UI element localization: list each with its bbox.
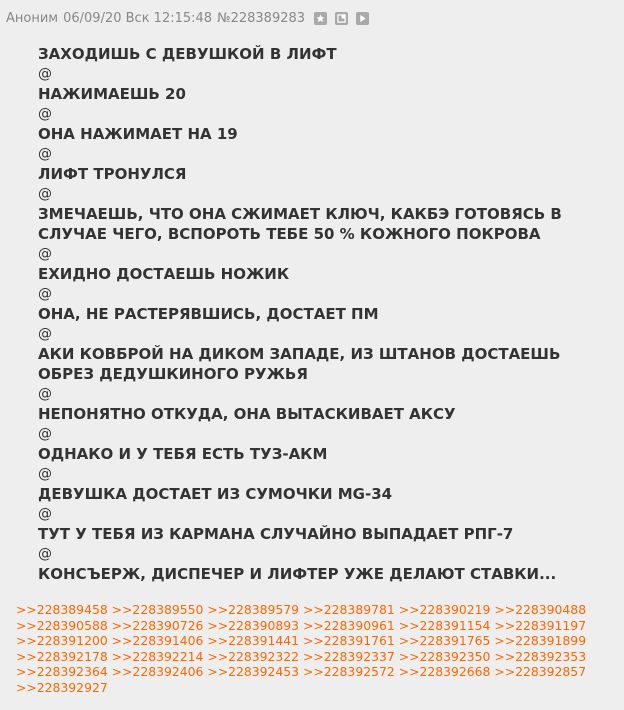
post-header (6, 8, 374, 28)
separator-at: @ (38, 386, 52, 402)
reply-link[interactable]: >>228391406 (111, 633, 204, 649)
separator-at: @ (38, 466, 52, 482)
separator-at: @ (38, 506, 52, 522)
reply-link[interactable]: >>228390219 (398, 602, 491, 617)
reply-link[interactable]: >>228391154 (398, 617, 491, 633)
reply-link[interactable]: >>228392668 (398, 664, 491, 680)
reply-link[interactable]: >>228392453 (207, 664, 300, 680)
separator-at: @ (38, 106, 52, 122)
separator-at: @ (38, 546, 52, 562)
reply-link[interactable]: >>228390488 (494, 602, 587, 617)
post-line: НАЖИМАЕШЬ 20 (38, 85, 186, 103)
reply-link[interactable]: >>228392337 (303, 648, 395, 664)
reply-link[interactable]: >>228391765 (398, 633, 491, 649)
post-message (38, 44, 618, 584)
image-icon[interactable] (335, 12, 348, 25)
reply-link[interactable]: >>228391899 (494, 633, 587, 649)
reply-link[interactable]: >>228392406 (111, 664, 204, 680)
separator-at: @ (38, 186, 52, 202)
reply-link[interactable]: >>228389781 (303, 602, 395, 617)
reply-link[interactable]: >>228392214 (111, 648, 204, 664)
reply-link[interactable]: >>228391197 (494, 617, 587, 633)
post-line: ЗМЕЧАЕШЬ, ЧТО ОНА СЖИМАЕТ КЛЮЧ, КАКБЭ ГОТОВЯСЬ В СЛУЧАЕ ЧЕГО, ВСПОРОТЬ ТЕБЕ 50 % КОЖНОГО ПОКРОВА (38, 205, 562, 243)
post-date: 06/09/20 Вск 12:15:48 (63, 10, 213, 26)
post-line: ТУТ У ТЕБЯ ИЗ КАРМАНА СЛУЧАЙНО ВЫПАДАЕТ РПГ-7 (38, 525, 514, 543)
reply-link[interactable]: >>228392178 (16, 648, 108, 664)
star-icon[interactable] (314, 12, 327, 25)
reply-link[interactable]: >>228392857 (494, 664, 587, 680)
separator-at: @ (38, 146, 52, 162)
post-line: ОНА НАЖИМАЕТ НА 19 (38, 125, 238, 143)
post-line: КОНСЪЕРЖ, ДИСПЕЧЕР И ЛИФТЕР УЖЕ ДЕЛАЮТ СТАВКИ... (38, 565, 557, 583)
separator-at: @ (38, 246, 52, 262)
reply-link[interactable]: >>228391441 (207, 633, 300, 649)
post-line: ДЕВУШКА ДОСТАЕТ ИЗ СУМОЧКИ MG-34 (38, 485, 393, 503)
reply-link[interactable]: >>228390961 (303, 617, 395, 633)
reply-link[interactable]: >>228392572 (303, 664, 395, 680)
play-icon[interactable] (356, 12, 369, 25)
post-number[interactable]: №228389283 (217, 10, 306, 26)
post-line: ОДНАКО И У ТЕБЯ ЕСТЬ ТУЗ-АКМ (38, 445, 328, 463)
reply-link[interactable]: >>228390726 (111, 617, 204, 633)
reply-link[interactable]: >>228392353 (494, 648, 587, 664)
post-line: ЗАХОДИШЬ С ДЕВУШКОЙ В ЛИФТ (38, 45, 337, 63)
reply-link[interactable]: >>228389458 (16, 602, 108, 617)
post-author: Аноним (6, 10, 59, 26)
post-line: НЕПОНЯТНО ОТКУДА, ОНА ВЫТАСКИВАЕТ АКСУ (38, 405, 456, 423)
reply-link[interactable]: >>228391200 (16, 633, 108, 649)
reply-link[interactable]: >>228392364 (16, 664, 108, 680)
reply-link[interactable]: >>228389550 (111, 602, 204, 617)
reply-link[interactable]: >>228390893 (207, 617, 300, 633)
separator-at: @ (38, 66, 52, 82)
reply-link[interactable]: >>228390588 (16, 617, 108, 633)
reply-link[interactable]: >>228392322 (207, 648, 300, 664)
post-line: ОНА, НЕ РАСТЕРЯВШИСЬ, ДОСТАЕТ ПМ (38, 305, 379, 323)
separator-at: @ (38, 326, 52, 342)
separator-at: @ (38, 286, 52, 302)
replies-list (16, 602, 616, 696)
reply-link[interactable]: >>228391761 (303, 633, 395, 649)
reply-link[interactable]: >>228392927 (16, 679, 108, 695)
post-line: АКИ КОВБРОЙ НА ДИКОМ ЗАПАДЕ, ИЗ ШТАНОВ ДОСТАЕШЬ ОБРЕЗ ДЕДУШКИНОГО РУЖЬЯ (38, 345, 561, 383)
reply-link[interactable]: >>228392350 (398, 648, 491, 664)
post-line: ЛИФТ ТРОНУЛСЯ (38, 165, 187, 183)
reply-link[interactable]: >>228389579 (207, 602, 300, 617)
separator-at: @ (38, 426, 52, 442)
post-line: ЕХИДНО ДОСТАЕШЬ НОЖИК (38, 265, 290, 283)
